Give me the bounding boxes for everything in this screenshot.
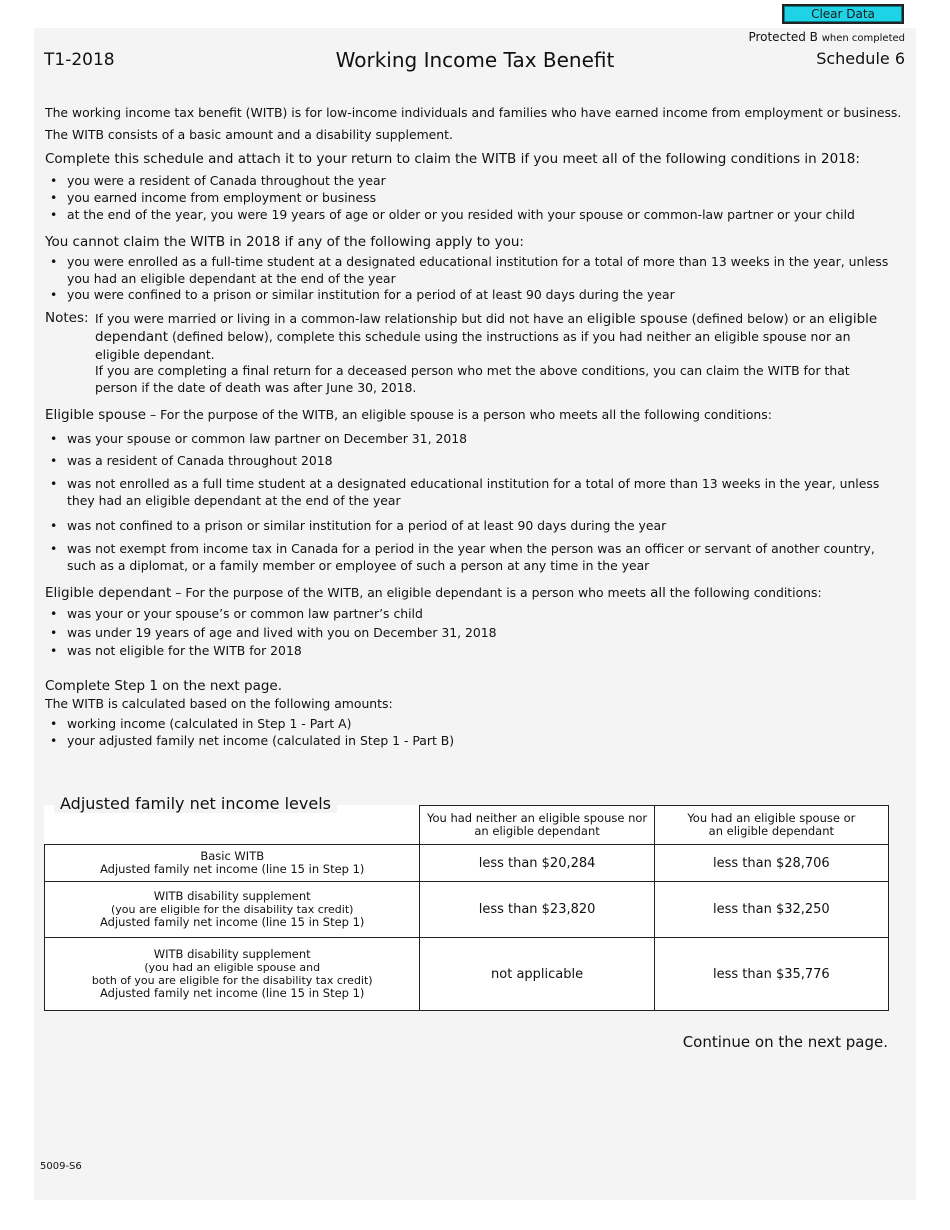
column-header-spouse: You had an eligible spouse or an eligible dependant xyxy=(654,806,888,845)
row-label-disability-spouse: WITB disability supplement (you had an eligible spouse and both of you are eligible for the disability tax credit) Adjusted family net income (line 15 in Step 1) xyxy=(45,938,420,1011)
list-item: • at the end of the year, you were 19 years of age or older or you resided with your spouse or common-law partner or your child xyxy=(50,207,855,222)
row-value: less than $35,776 xyxy=(654,938,888,1011)
table-title: Adjusted family net income levels xyxy=(54,794,337,813)
page-title: Working Income Tax Benefit xyxy=(335,48,615,72)
list-item: • your adjusted family net income (calculated in Step 1 - Part B) xyxy=(50,733,455,748)
clear-data-button[interactable]: Clear Data xyxy=(782,4,904,24)
note-2: If you are completing a final return for a deceased person who met the above conditions, you can claim the WITB for that person if the date of death was after June 30, 2018. xyxy=(95,363,850,395)
calc-based-text: The WITB is calculated based on the following amounts: xyxy=(45,696,393,711)
list-item: • was a resident of Canada throughout 2018 xyxy=(50,453,333,468)
list-item: • was not confined to a prison or similar institution for a period of at least 90 days during the year xyxy=(50,518,667,533)
form-code: 5009-S6 xyxy=(40,1161,82,1172)
list-item: • was not exempt from income tax in Canada for a period in the year when the person was an officer or servant of another country, such as a diplomat, or a family member or employee of such a person at any time in the year xyxy=(50,541,875,573)
list-item: • was not eligible for the WITB for 2018 xyxy=(50,643,302,658)
list-item: • working income (calculated in Step 1 - Part A) xyxy=(50,716,352,731)
list-item: • was your or your spouse’s or common law partner’s child xyxy=(50,606,423,621)
protected-text: Protected B xyxy=(748,30,818,44)
eligible-dependant-heading: Eligible dependant – For the purpose of the WITB, an eligible dependant is a person who meets all the following conditions: xyxy=(45,585,822,601)
note-1: If you were married or living in a common-law relationship but did not have an eligible spouse (defined below) or an eligible dependant (defined below), complete this schedule using the instructions as if you had neither an eligible spouse nor an eligible dependant. xyxy=(95,311,878,362)
column-header-no-spouse: You had neither an eligible spouse nor an eligible dependant xyxy=(420,806,654,845)
list-item: • you were confined to a prison or similar institution for a period of at least 90 days during the year xyxy=(50,287,675,302)
row-label-basic: Basic WITB Adjusted family net income (line 15 in Step 1) xyxy=(45,845,420,882)
list-item: • you were a resident of Canada throughout the year xyxy=(50,173,386,188)
complete-step-text: Complete Step 1 on the next page. xyxy=(45,678,283,694)
form-id: T1-2018 xyxy=(44,50,115,70)
intro-paragraph-2: The WITB consists of a basic amount and a disability supplement. xyxy=(45,127,453,142)
table-row xyxy=(45,845,889,882)
protected-label xyxy=(748,30,905,44)
table-row xyxy=(45,882,889,938)
list-item: • you were enrolled as a full-time student at a designated educational institution for a total of more than 13 weeks in the year, unless you had an eligible dependant at the end of the year xyxy=(50,254,889,286)
table-row xyxy=(45,938,889,1011)
continue-text: Continue on the next page. xyxy=(682,1033,888,1051)
schedule-label: Schedule 6 xyxy=(816,49,905,68)
income-levels-table xyxy=(44,805,889,1011)
row-value: less than $28,706 xyxy=(654,845,888,882)
protected-note: when completed xyxy=(821,33,905,44)
intro-paragraph-1: The working income tax benefit (WITB) is for low-income individuals and families who have earned income from employment or business. xyxy=(45,105,902,120)
row-value: less than $32,250 xyxy=(654,882,888,938)
cannot-claim-heading: You cannot claim the WITB in 2018 if any of the following apply to you: xyxy=(45,234,524,250)
eligible-spouse-heading: Eligible spouse – For the purpose of the WITB, an eligible spouse is a person who meets all the following conditions: xyxy=(45,407,772,423)
list-item: • was under 19 years of age and lived with you on December 31, 2018 xyxy=(50,625,497,640)
row-value: less than $20,284 xyxy=(420,845,654,882)
row-value: less than $23,820 xyxy=(420,882,654,938)
row-label-disability: WITB disability supplement (you are eligible for the disability tax credit) Adjusted family net income (line 15 in Step 1) xyxy=(45,882,420,938)
list-item: • you earned income from employment or business xyxy=(50,190,377,205)
notes-label: Notes: xyxy=(45,310,89,326)
intro-paragraph-3: Complete this schedule and attach it to your return to claim the WITB if you meet all of the following conditions in 2018: xyxy=(45,151,860,167)
list-item: • was your spouse or common law partner on December 31, 2018 xyxy=(50,431,467,446)
list-item: • was not enrolled as a full time student at a designated educational institution for a total of more than 13 weeks in the year, unless they had an eligible dependant at the end of the year xyxy=(50,476,880,508)
row-value: not applicable xyxy=(420,938,654,1011)
